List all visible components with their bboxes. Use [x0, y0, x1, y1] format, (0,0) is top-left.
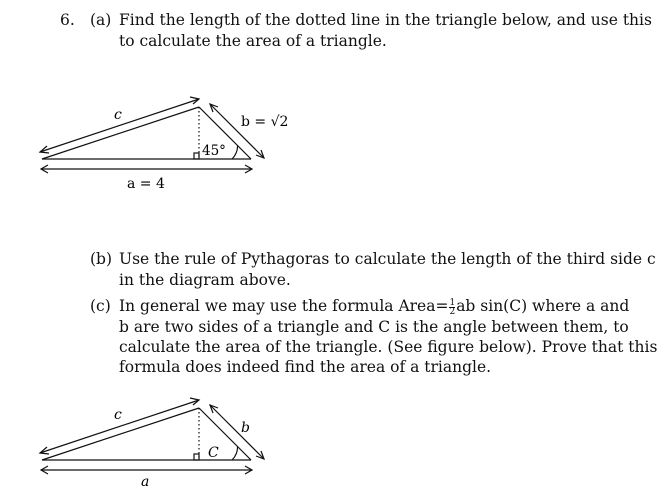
part-b-text-line1: Use the rule of Pythagoras to calculate the length of the third side c — [119, 250, 656, 268]
part-b-text-line2: in the diagram above. — [119, 271, 291, 289]
part-a-text-line1: Find the length of the dotted line in the triangle below, and use this — [119, 11, 652, 29]
part-a-text-line2: to calculate the area of a triangle. — [119, 32, 387, 50]
fig1-label-c: c — [114, 107, 122, 123]
right-angle-marker — [194, 454, 199, 460]
fig2-label-b: b — [241, 420, 250, 436]
part-c-text-line4: formula does indeed find the area of a triangle. — [119, 358, 492, 376]
fraction-denominator: 2 — [449, 306, 456, 317]
fig1-label-b: b = √2 — [241, 114, 289, 130]
part-c-line1-start: In general we may use the formula Area= — [119, 297, 449, 315]
angle-arc — [232, 447, 238, 460]
question-number: 6. — [60, 11, 75, 29]
fig2-label-c: c — [114, 407, 122, 423]
fig2-label-angle: C — [208, 445, 219, 461]
part-c-text-line2: b are two sides of a triangle and C is the angle between them, to — [119, 318, 629, 336]
fig2-label-a: a — [141, 474, 150, 490]
part-c-text-line3: calculate the area of the triangle. (See figure below). Prove that this — [119, 338, 658, 356]
part-c-label: (c) — [90, 297, 111, 315]
part-b-label: (b) — [90, 250, 113, 268]
fig1-label-a: a = 4 — [127, 176, 165, 192]
part-c-line1-end: ab sin(C) where a and — [456, 297, 630, 315]
fraction-numerator: 1 — [449, 297, 456, 308]
part-a-label: (a) — [90, 11, 112, 29]
fig1-label-angle: 45° — [202, 143, 226, 159]
